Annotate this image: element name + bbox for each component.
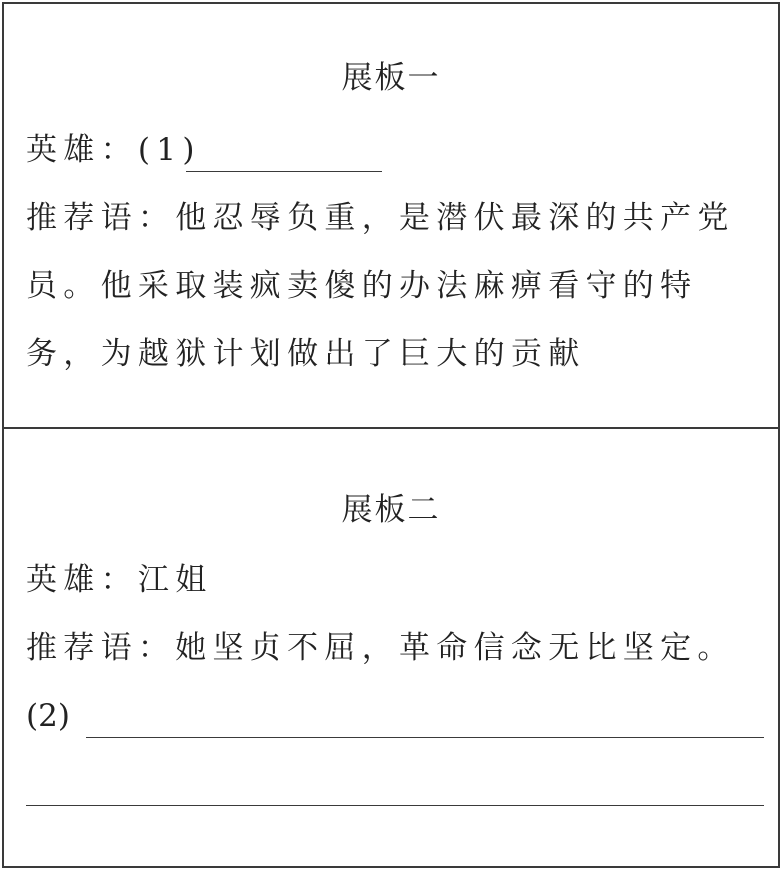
board-divider bbox=[4, 427, 778, 429]
board1-hero-label: 英雄：(1) bbox=[26, 132, 201, 168]
board1-answer-blank-1[interactable] bbox=[186, 171, 382, 172]
exhibit-board-sheet bbox=[2, 2, 780, 868]
board2-blank-label: (2) bbox=[26, 698, 70, 734]
board1-recommend-line1: 推荐语：他忍辱负重，是潜伏最深的共产党 bbox=[26, 200, 735, 236]
board2-title: 展板二 bbox=[341, 492, 441, 528]
board1-title: 展板一 bbox=[341, 60, 441, 96]
board2-recommend-line1: 推荐语：她坚贞不屈，革命信念无比坚定。 bbox=[26, 630, 735, 666]
board1-recommend-line2: 员。他采取装疯卖傻的办法麻痹看守的特 bbox=[26, 268, 698, 304]
board1-recommend-line3: 务，为越狱计划做出了巨大的贡献 bbox=[26, 336, 586, 372]
board2-answer-blank-2[interactable] bbox=[86, 737, 764, 738]
board2-hero-line: 英雄：江姐 bbox=[26, 562, 213, 598]
board2-answer-blank-3[interactable] bbox=[26, 805, 764, 806]
